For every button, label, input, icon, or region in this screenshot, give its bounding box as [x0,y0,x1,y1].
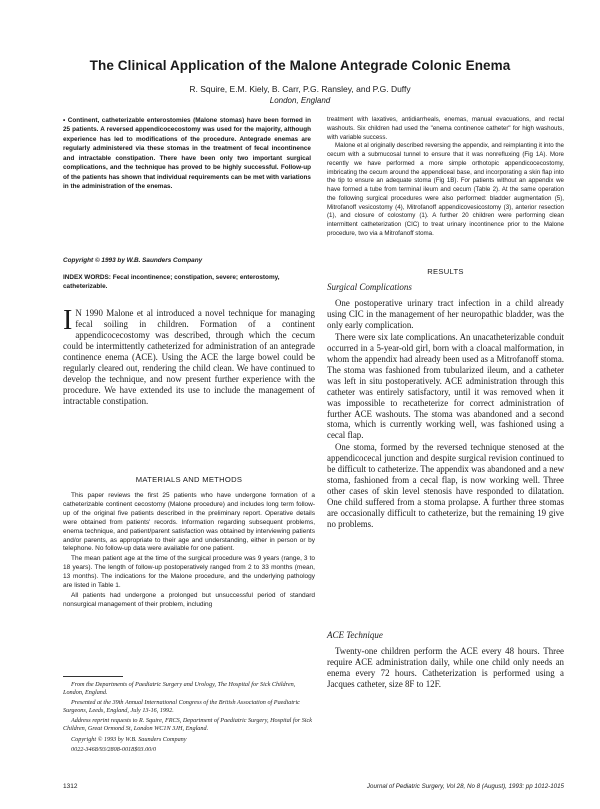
ace-technique-heading: ACE Technique [327,630,383,640]
footnote-copyright: Copyright © 1993 by W.B. Saunders Company [71,735,187,743]
results-body [327,298,564,531]
footnote-presented: Presented at the 39th Annual International Congress of the British Association of Paediatric Surgeons, Leeds, England, July 13-16, 1992. [63,699,300,715]
page-number: 1312 [63,783,78,790]
footnote [63,681,313,756]
drop-cap: I [63,305,73,336]
methods-continued-paragraph: Malone et al originally described reversing the appendix, and reimplanting it into the cecum with a submucosal tunnel to ensure that it was nonrefluxing (Fig 1A). More recently we have performed a more simple orthotopic appendicocecostomy, imbricating the cecum around the appendiceal base, and incorporating a skin flap into the tip to ensure an adequate stoma (Fig 1B). For patients without an appendix we have formed a tube from terminal ileum and cecum (Table 2). At the same operation the following surgical procedures were also performed: bladder augmentation (5), Mitrofanoff vesicostomy (4), Mitrofanoff appendicovesicostomy (3), anterior resection (1), and closure of colostomy (1). A further 20 children were performing clean intermittent catheterization (CIC) to treat urinary incontinence prior to the Malone procedure, two via a Mitrofanoff stoma. [327,142,564,237]
methods-continued [327,116,564,239]
abstract-copyright: Copyright © 1993 by W.B. Saunders Company [63,257,203,264]
ace-paragraph: Twenty-one children perform the ACE every 48 hours. Three require ACE administration daily, while one child only needs an enema every 72 hours. Catheterization is performed using a Jacques catheter, size 8F to 12F. [327,646,564,689]
methods-paragraph: The mean patient age at the time of the surgical procedure was 9 years (range, 3 to 18 years). The length of follow-up postoperatively ranged from 2 to 33 months (mean, 13 months). The indications for the Malone procedure, and the underlying pathology are listed in Table 1. [63,555,315,590]
methods-heading: MATERIALS AND METHODS [135,475,243,484]
abstract: • Continent, catheterizable enterostomies (Malone stomas) have been formed in 25 patients. A reversed appendicocecostomy was used for the majority, although experience has led to modifications of the procedure. Antegrade enemas are regularly administered via these stomas in the treatment of fecal incontinence and intractable constipation. There have been only two important surgical complications, and the technique has proved to be highly successful. Follow-up of the patients has shown that individual requirements can be met with variations in the administration of the enemas. [63,117,311,191]
surgical-complications-heading: Surgical Complications [327,282,412,292]
footnote-address: Address reprint requests to R. Squire, FRCS, Department of Paediatric Surgery, Hospital for Sick Children, Great Ormond St, London WC1N 3JH, England. [63,717,312,733]
introduction [63,305,315,407]
index-words: INDEX WORDS: Fecal incontinence; constipation, severe; enterostomy, catheterizable. [63,274,280,291]
footnote-code: 0022-3468/93/2808-0018$03.00/0 [71,745,157,753]
article-title: The Clinical Application of the Malone Antegrade Colonic Enema [89,58,511,73]
footnote-affiliation: From the Departments of Paediatric Surgery and Urology, The Hospital for Sick Children, London, England. [63,681,296,697]
results-paragraph: One postoperative urinary tract infection in a child already using CIC in the management of her neuropathic bladder, was the only early complication. [327,298,564,330]
intro-text: N 1990 Malone et al introduced a novel technique for managing fecal soiling in children. Formation of a continent appendicocecostomy was described, through which the cecum could be intermittently catheterized for administration of an antegrade continence enema (ACE). Using the ACE the large bowel could be regularly cleared out, rendering the child clean. We have continued to develop the technique, and now present further experience with the procedure. We have extended its use to include the management of intractable constipation. [63,308,315,406]
results-heading: RESULTS [427,267,464,276]
footnote-divider [63,676,123,677]
methods-paragraph: All patients had undergone a prolonged but unsuccessful period of standard nonsurgical management of their problem, including [63,591,315,608]
results-paragraph: One stoma, formed by the reversed technique stenosed at the appendicocecal junction and despite surgical revision continued to be difficult to catheterize. The appendix was abandoned and a new stoma, fashioned from a cecal flap, is now working well. Three other cases of skin level stenosis have responded to dilatation. One child suffered from a stoma prolapse. A further three stomas are occasionally difficult to catheterize, but the remaining 19 give no problems. [327,442,564,530]
results-paragraph: There were six late complications. An unacatheterizable conduit occurred in a 5-year-old girl, born with a cloacal malformation, in whom the appendix had already been used as a Mitrofanoff stoma. The stoma was fashioned from tubularized ileum, and a catheter was left in situ postoperatively. ACE administration through this catheter was entirely satisfactory, until it was removed when it was impossible to recatheterize for correct administration of further ACE washouts. The stoma was abandoned and a second stoma, which is currently working well, was fashioned using a cecal flap. [327,331,564,441]
author-location: London, England [269,96,331,105]
methods-continued-paragraph: treatment with laxatives, antidiarrheals, enemas, manual evacuations, and rectal washouts. Six children had used the "enema continence catheter" for high washouts, with variable success. [327,116,564,141]
methods-body [63,492,315,611]
journal-citation: Journal of Pediatric Surgery, Vol 28, No 8 (August), 1993: pp 1012-1015 [366,783,564,790]
ace-technique-body [327,646,564,690]
author-list: R. Squire, E.M. Kiely, B. Carr, P.G. Ransley, and P.G. Duffy [189,84,411,94]
methods-paragraph: This paper reviews the first 25 patients who have undergone formation of a catheterizable continent cecostomy (Malone procedure) and includes long term follow-up of the original five patients described in the preliminary report. Operative details were obtained from patients' records. Information regarding subsequent problems, enema technique, and patient/parent satisfaction was obtained by interviewing patients and/or parents, as appropriate to their age and understanding, either in person or by telephone. No follow-up data were available for one patient. [63,492,315,553]
